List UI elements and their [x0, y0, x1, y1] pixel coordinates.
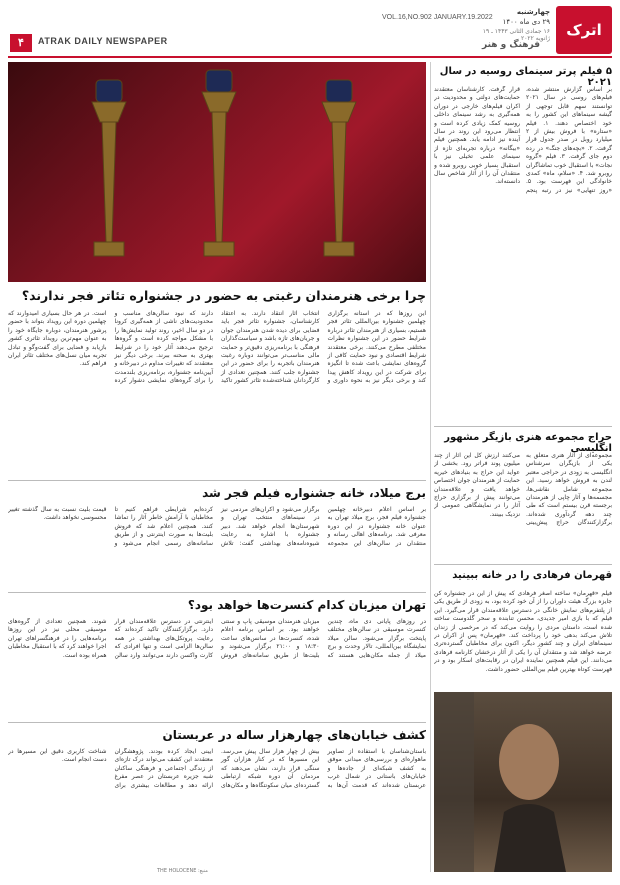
- section-title: فرهنگ و هنر: [482, 40, 540, 50]
- discovery-article-body: باستان‌شناسان با استفاده از تصاویر ماهواره‌ای و بررسی‌های میدانی موفق به کشف شبکه‌ای از جاده‌ها و خیابان‌های باستانی در شمال غرب عربستان شده‌اند که قدمت آن‌ها به بیش از چهار هزار سال پیش می‌رسد. این مسیرها که در کنار هزاران گور سنگی قرار دارند، نشان می‌دهند که مردمان آن دوره شبکه ارتباطی گسترده‌ای میان سکونتگاه‌ها و مکان‌های آیینی ایجاد کرده بودند. پژوهشگران معتقدند این کشف می‌تواند درک تازه‌ای از زندگی اجتماعی و فرهنگی ساکنان شبه جزیره عربستان در عصر مفرغ ارائه دهد و مطالعات بیشتری برای شناخت کاربری دقیق این مسیرها در دست انجام است.: [8, 748, 426, 789]
- concerts-article-body: در روزهای پایانی دی ماه، چندین کنسرت موسیقی در سالن‌های مختلف پایتخت برگزار می‌شود. سالن میلاد نمایشگاه بین‌المللی، تالار وحدت و برج میلاد از جمله مکان‌هایی هستند که میزبان هنرمندان موسیقی پاپ و سنتی خواهند بود. بر اساس برنامه اعلام شده، کنسرت‌ها در سانس‌های ساعت ۱۸:۳۰ و ۲۱:۰۰ برگزار می‌شوند و بلیت‌ها از طریق سامانه‌های فروش اینترنتی در دسترس علاقه‌مندان قرار دارد. برگزارکنندگان تاکید کرده‌اند که رعایت پروتکل‌های بهداشتی در همه سالن‌ها الزامی است و تنها افرادی که کارت واکسن دارند می‌توانند وارد سالن شوند. همچنین تعدادی از گروه‌های موسیقی محلی نیز در این روزها برنامه‌هایی را در فرهنگسراهای تهران اجرا خواهند کرد که با استقبال مخاطبان همراه بوده است.: [8, 618, 426, 659]
- farhadi-headline: قهرمان فرهادی را در خانه ببینید: [452, 570, 612, 581]
- award-article-body: بر اساس اعلام دبیرخانه چهلمین جشنواره فیلم فجر، برج میلاد تهران به عنوان خانه جشنواره در این دوره معرفی شد. برنامه‌های اهالی رسانه و منتقدان در سالن‌های این مجموعه برگزار می‌شود و اکران‌های مردمی نیز در سینماهای منتخب تهران و شهرستان‌ها انجام خواهد شد. دبیر جشنواره با اشاره به رعایت شیوه‌نامه‌های بهداشتی گفت: تلاش کرده‌ایم شرایطی فراهم کنیم تا مخاطبان با آرامش خاطر آثار را تماشا کنند. همچنین اعلام شد که فروش بلیت‌ها به صورت اینترنتی و از طریق سامانه‌های رسمی انجام می‌شود و قیمت بلیت نسبت به سال گذشته تغییر محسوسی نخواهد داشت.: [8, 506, 426, 547]
- masthead-rule: [8, 56, 612, 58]
- source-credit: منبع: THE HOLOCENE: [157, 868, 208, 874]
- trophy-icon: [92, 80, 126, 256]
- page-number: ۴: [10, 34, 32, 52]
- portrait-illustration: [434, 692, 612, 872]
- award-headline: برج میلاد، خانه جشنواره فیلم فجر شد: [202, 486, 426, 500]
- trophies-photo: [8, 62, 426, 282]
- farhadi-article-body: فیلم «قهرمان» ساخته اصغر فرهادی که پیش از این در جشنواره کن جایزه بزرگ هیئت داوران را از آن خود کرده بود، به زودی از طریق یکی از پلتفرم‌های نمایش خانگی در دسترس علاقه‌مندان قرار می‌گیرد. این فیلم که با بازی امیر جدیدی، محسن تنابنده و سحر گلدوست ساخته شده است، داستان مردی را روایت می‌کند که در مرخصی از زندان تلاش می‌کند بدهی خود را پرداخت کند. «قهرمان» پس از اکران در سینماهای ایران و چند کشور دیگر، اکنون برای مخاطبان گسترده‌تری عرضه خواهد شد و منتقدان آن را یکی از آثار درخشان کارنامه فرهادی می‌دانند. این فیلم همچنین نماینده ایران در رقابت‌های اسکار بود و در فهرست کوتاه بهترین فیلم بین‌المللی حضور داشت.: [434, 590, 612, 673]
- weekday: چهارشنبه: [516, 8, 550, 16]
- divider: [434, 564, 612, 565]
- film-still-photo: [434, 692, 612, 872]
- newspaper-logo: اترک: [556, 6, 612, 54]
- auction-headline: حراج مجموعه هنری بازیگر مشهور انگلیسی: [444, 432, 612, 454]
- trophies-illustration: [8, 62, 426, 282]
- trophy-icon: [202, 70, 236, 256]
- theater-headline: چرا برخی هنرمندان رغبتی به حضور در جشنواره تئاتر فجر ندارند؟: [21, 288, 426, 303]
- divider: [434, 426, 612, 427]
- volume-info: VOL.16,NO.902 JANUARY.19.2022: [382, 14, 493, 21]
- date-persian: ۲۹ دی ماه ۱۴۰۰: [502, 18, 550, 26]
- date-other: ۱۶ جمادی الثانی ۱۴۴۳ ـ ۱۹ ژانویه ۲۰۲۲: [482, 28, 550, 42]
- theater-article-body: این روزها که در آستانه برگزاری چهلمین جشنواره بین‌المللی تئاتر فجر هستیم، بسیاری از هنرمندان تئاتر درباره شرایط حضور در این جشنواره نظرات مختلفی مطرح می‌کنند. برخی معتقدند شرایط اقتصادی و نبود حمایت کافی از گروه‌های نمایشی باعث شده تا انگیزه برای شرکت در این رویداد کاهش پیدا کند و برخی دیگر نیز به نحوه داوری و انتخاب آثار انتقاد دارند. به اعتقاد کارشناسان، جشنواره تئاتر فجر باید فضایی برای دیده شدن هنرمندان جوان و جریان‌های تازه باشد و سیاست‌گذاران فرهنگی با برنامه‌ریزی دقیق‌تر و حمایت مالی مناسب‌تر می‌توانند دوباره رغبت هنرمندان باتجربه را برای حضور در این جشنواره جلب کنند. همچنین تعدادی از کارگردانان شناخته‌شده تئاتر کشور تاکید دارند که نبود سالن‌های مناسب و محدودیت‌های ناشی از همه‌گیری کرونا در دو سال اخیر، روند تولید نمایش‌ها را با مشکل مواجه کرده است و گروه‌ها ترجیح می‌دهند آثار خود را در شرایط بهتری به صحنه ببرند. برخی دیگر نیز معتقدند که تغییرات مداوم در دبیرخانه و آیین‌نامه جشنواره، برنامه‌ریزی بلندمدت را برای گروه‌های نمایشی دشوار کرده است. در هر حال بسیاری امیدوارند که چهلمین دوره این رویداد بتواند با حضور پرشور هنرمندان، دوباره جایگاه خود را به عنوان مهم‌ترین رویداد تئاتری کشور بازیابد و فضایی برای گفت‌وگو و تبادل تجربه میان نسل‌های مختلف تئاتر ایران فراهم کند.: [8, 310, 426, 385]
- cinemas-headline: ۵ فیلم پرتر سینمای روسیه در سال ۲۰۲۱: [439, 66, 612, 88]
- column-separator: [430, 62, 431, 872]
- paper-name: ATRAK DAILY NEWSPAPER: [38, 36, 168, 46]
- divider: [8, 480, 426, 481]
- discovery-headline: کشف خیابان‌های چهارهزار ساله در عربستان: [162, 728, 426, 742]
- masthead: [0, 0, 620, 56]
- trophy-icon: [322, 80, 356, 256]
- divider: [8, 722, 426, 723]
- auction-article-body: مجموعه‌ای از آثار هنری متعلق به یکی از بازیگران سرشناس انگلیسی به زودی در حراجی معتبر لندن به فروش خواهد رسید. این مجموعه شامل نقاشی‌ها، مجسمه‌ها و آثار چاپی از هنرمندان برجسته قرن بیستم است که طی چند دهه گردآوری شده‌اند. برگزارکنندگان حراج پیش‌بینی می‌کنند ارزش کل این آثار از چند میلیون پوند فراتر رود. بخشی از عواید این حراج به بنیادهای خیریه حمایت از هنرمندان جوان اختصاص خواهد یافت و علاقه‌مندان می‌توانند پیش از برگزاری حراج آثار را در نمایشگاهی عمومی از نزدیک ببینند.: [434, 452, 612, 527]
- cinemas-article-body: بر اساس گزارش منتشر شده، فیلم‌های روسی در سال ۲۰۲۱ توانستند سهم قابل توجهی از گیشه سینماهای این کشور را به خود اختصاص دهند. ۱. فیلم «ستاره» با فروش بیش از ۲ میلیارد روبل در صدر جدول قرار گرفت. ۲. «بچه‌های جنگ» در رده دوم جای گرفت. ۳. فیلم «گروه نجات» با استقبال خوب تماشاگران روبرو شد. ۴. «سلام، ماه» کمدی خانوادگی این فهرست بود. ۵. «روز تنهایی» نیز در رتبه پنجم قرار گرفت. کارشناسان معتقدند حمایت‌های دولتی و محدودیت در اکران فیلم‌های خارجی در دوران همه‌گیری به رشد سینمای داخلی روسیه کمک زیادی کرده است و انتظار می‌رود این روند در سال آینده نیز ادامه یابد. همچنین فیلم «بیگانه» درباره تجربه‌ای تازه از سینمای علمی تخیلی نیز با استقبال بسیار خوبی روبرو شده و منتقدان آن را از آثار شاخص سال دانسته‌اند.: [434, 86, 612, 194]
- concerts-headline: تهران میزبان کدام کنسرت‌ها خواهد بود؟: [187, 598, 426, 612]
- divider: [8, 592, 426, 593]
